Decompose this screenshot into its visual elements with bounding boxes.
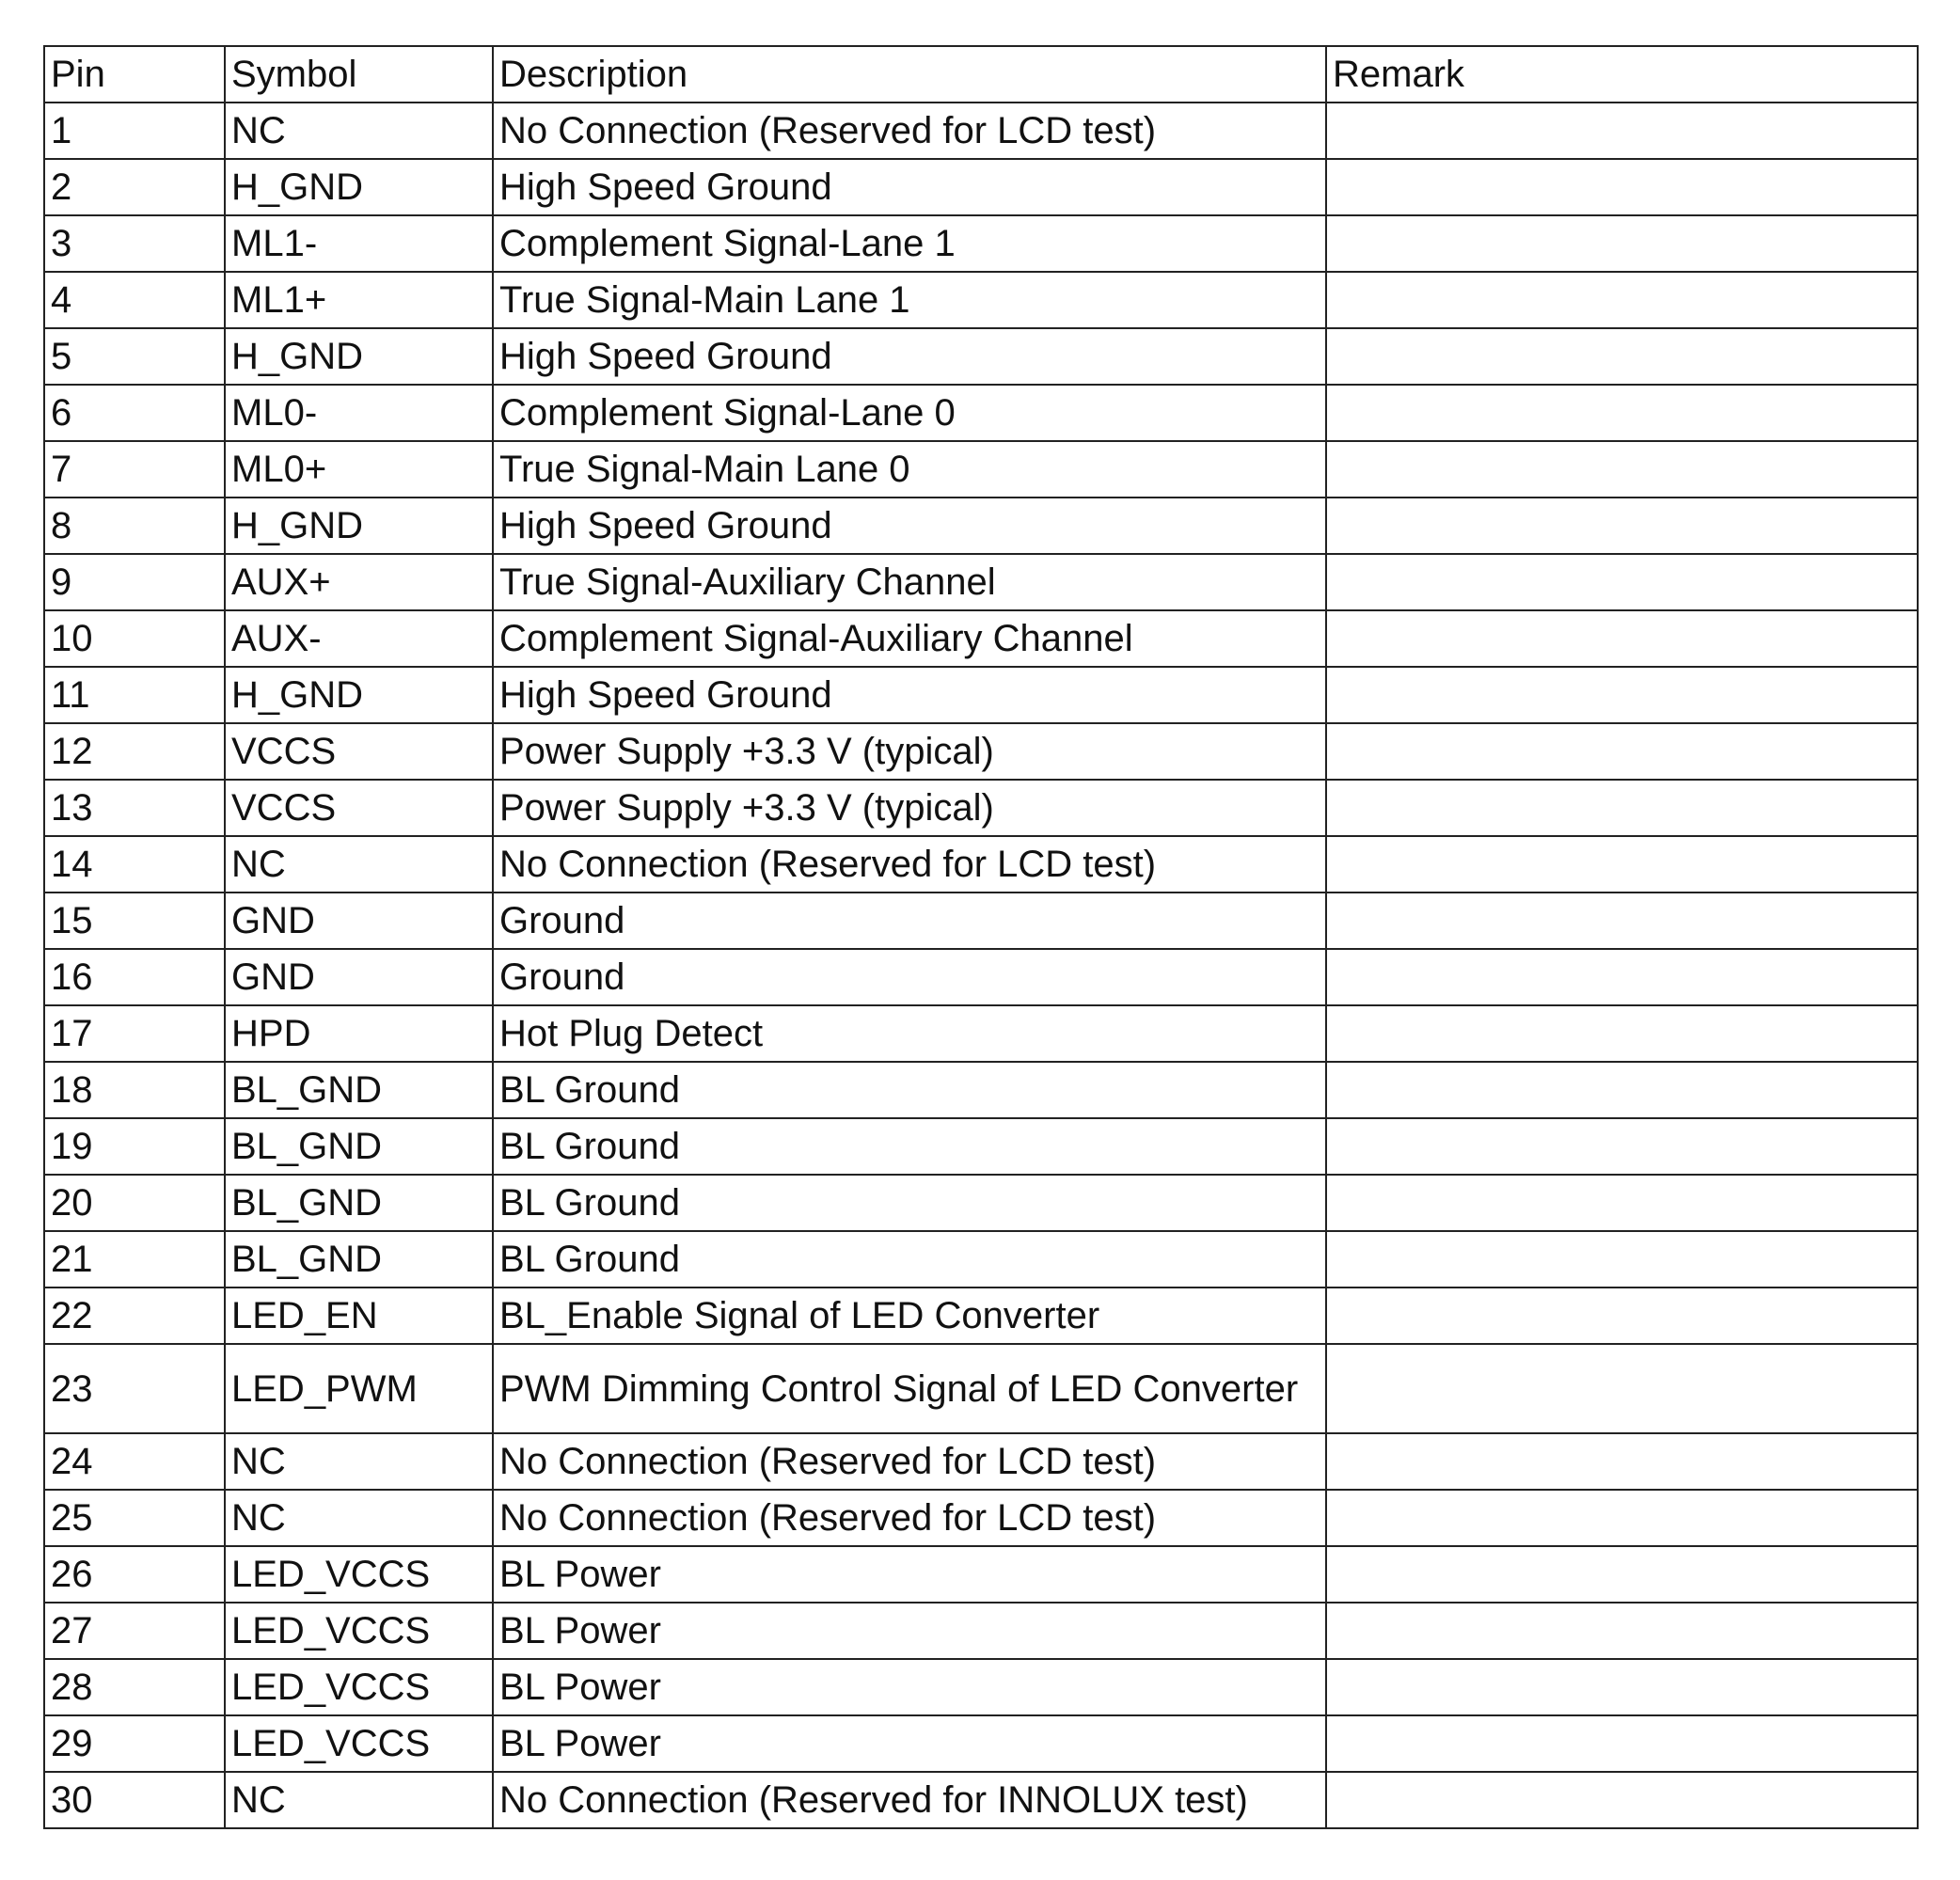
description-cell: BL Ground: [493, 1231, 1326, 1288]
description-cell: BL Ground: [493, 1062, 1326, 1118]
description-cell: BL Power: [493, 1603, 1326, 1659]
table-row: [44, 1546, 1918, 1603]
remark-cell: [1326, 1288, 1918, 1344]
pin-cell: 23: [44, 1344, 225, 1433]
symbol-cell: H_GND: [225, 159, 493, 215]
pin-cell: 21: [44, 1231, 225, 1288]
remark-cell: [1326, 1231, 1918, 1288]
pin-cell: 4: [44, 272, 225, 328]
remark-cell: [1326, 723, 1918, 780]
table-row: [44, 328, 1918, 385]
symbol-cell: GND: [225, 949, 493, 1005]
description-cell: Power Supply +3.3 V (typical): [493, 723, 1326, 780]
table-row: [44, 1659, 1918, 1715]
table-row: [44, 1062, 1918, 1118]
remark-cell: [1326, 1344, 1918, 1433]
header-description: Description: [493, 46, 1326, 103]
table-row: [44, 1433, 1918, 1490]
table-row: [44, 1490, 1918, 1546]
symbol-cell: BL_GND: [225, 1118, 493, 1175]
symbol-cell: LED_EN: [225, 1288, 493, 1344]
description-cell: High Speed Ground: [493, 498, 1326, 554]
remark-cell: [1326, 1772, 1918, 1828]
pin-cell: 28: [44, 1659, 225, 1715]
remark-cell: [1326, 836, 1918, 893]
symbol-cell: BL_GND: [225, 1231, 493, 1288]
table-row: [44, 385, 1918, 441]
pin-cell: 5: [44, 328, 225, 385]
pin-cell: 16: [44, 949, 225, 1005]
description-cell: Power Supply +3.3 V (typical): [493, 780, 1326, 836]
remark-cell: [1326, 893, 1918, 949]
remark-cell: [1326, 1433, 1918, 1490]
symbol-cell: AUX+: [225, 554, 493, 610]
pin-cell: 12: [44, 723, 225, 780]
symbol-cell: GND: [225, 893, 493, 949]
description-cell: High Speed Ground: [493, 667, 1326, 723]
pin-cell: 13: [44, 780, 225, 836]
remark-cell: [1326, 1715, 1918, 1772]
description-cell: BL Ground: [493, 1175, 1326, 1231]
symbol-cell: NC: [225, 1490, 493, 1546]
pin-cell: 17: [44, 1005, 225, 1062]
pin-cell: 15: [44, 893, 225, 949]
symbol-cell: NC: [225, 836, 493, 893]
symbol-cell: LED_VCCS: [225, 1603, 493, 1659]
pin-cell: 27: [44, 1603, 225, 1659]
description-cell: Ground: [493, 893, 1326, 949]
symbol-cell: H_GND: [225, 667, 493, 723]
pin-cell: 24: [44, 1433, 225, 1490]
description-cell: Ground: [493, 949, 1326, 1005]
table-row: [44, 1288, 1918, 1344]
table-row: [44, 949, 1918, 1005]
description-cell: BL Power: [493, 1715, 1326, 1772]
table-row: [44, 159, 1918, 215]
symbol-cell: ML0-: [225, 385, 493, 441]
remark-cell: [1326, 328, 1918, 385]
table-row: [44, 836, 1918, 893]
table-row: [44, 1005, 1918, 1062]
remark-cell: [1326, 610, 1918, 667]
remark-cell: [1326, 1118, 1918, 1175]
description-cell: BL Ground: [493, 1118, 1326, 1175]
header-remark: Remark: [1326, 46, 1918, 103]
pin-cell: 10: [44, 610, 225, 667]
remark-cell: [1326, 554, 1918, 610]
table-header-row: [44, 46, 1918, 103]
table-row: [44, 1231, 1918, 1288]
remark-cell: [1326, 385, 1918, 441]
symbol-cell: LED_VCCS: [225, 1715, 493, 1772]
description-cell: No Connection (Reserved for LCD test): [493, 1490, 1326, 1546]
symbol-cell: VCCS: [225, 723, 493, 780]
table-row: [44, 723, 1918, 780]
pin-cell: 18: [44, 1062, 225, 1118]
pin-cell: 22: [44, 1288, 225, 1344]
table-row: [44, 1603, 1918, 1659]
remark-cell: [1326, 498, 1918, 554]
remark-cell: [1326, 1062, 1918, 1118]
symbol-cell: H_GND: [225, 328, 493, 385]
pin-cell: 1: [44, 103, 225, 159]
table-row: [44, 103, 1918, 159]
pin-cell: 19: [44, 1118, 225, 1175]
description-cell: True Signal-Main Lane 1: [493, 272, 1326, 328]
description-cell: Complement Signal-Lane 1: [493, 215, 1326, 272]
remark-cell: [1326, 441, 1918, 498]
table-row: [44, 1715, 1918, 1772]
description-cell: True Signal-Main Lane 0: [493, 441, 1326, 498]
symbol-cell: NC: [225, 1433, 493, 1490]
table-row: [44, 780, 1918, 836]
pin-cell: 30: [44, 1772, 225, 1828]
table-row: [44, 272, 1918, 328]
description-cell: Complement Signal-Lane 0: [493, 385, 1326, 441]
description-cell: No Connection (Reserved for INNOLUX test): [493, 1772, 1326, 1828]
remark-cell: [1326, 949, 1918, 1005]
table-row: [44, 1772, 1918, 1828]
pin-cell: 3: [44, 215, 225, 272]
remark-cell: [1326, 1175, 1918, 1231]
pin-assignment-table: [43, 45, 1919, 1829]
pin-cell: 8: [44, 498, 225, 554]
pin-cell: 26: [44, 1546, 225, 1603]
remark-cell: [1326, 780, 1918, 836]
pin-cell: 9: [44, 554, 225, 610]
table-row: [44, 441, 1918, 498]
symbol-cell: AUX-: [225, 610, 493, 667]
description-cell: True Signal-Auxiliary Channel: [493, 554, 1326, 610]
remark-cell: [1326, 1005, 1918, 1062]
remark-cell: [1326, 272, 1918, 328]
table-body: [44, 103, 1918, 1828]
description-cell: Hot Plug Detect: [493, 1005, 1326, 1062]
description-cell: No Connection (Reserved for LCD test): [493, 836, 1326, 893]
symbol-cell: LED_VCCS: [225, 1659, 493, 1715]
pin-cell: 7: [44, 441, 225, 498]
symbol-cell: H_GND: [225, 498, 493, 554]
symbol-cell: LED_PWM: [225, 1344, 493, 1433]
symbol-cell: HPD: [225, 1005, 493, 1062]
table-row: [44, 1118, 1918, 1175]
symbol-cell: NC: [225, 1772, 493, 1828]
pin-cell: 25: [44, 1490, 225, 1546]
remark-cell: [1326, 1603, 1918, 1659]
description-cell: BL_Enable Signal of LED Converter: [493, 1288, 1326, 1344]
pin-cell: 14: [44, 836, 225, 893]
symbol-cell: ML1+: [225, 272, 493, 328]
description-cell: High Speed Ground: [493, 328, 1326, 385]
pin-cell: 11: [44, 667, 225, 723]
remark-cell: [1326, 1490, 1918, 1546]
header-pin: Pin: [44, 46, 225, 103]
description-cell: High Speed Ground: [493, 159, 1326, 215]
symbol-cell: ML1-: [225, 215, 493, 272]
symbol-cell: BL_GND: [225, 1175, 493, 1231]
pin-cell: 2: [44, 159, 225, 215]
description-cell: BL Power: [493, 1659, 1326, 1715]
description-cell: No Connection (Reserved for LCD test): [493, 1433, 1326, 1490]
table-row: [44, 498, 1918, 554]
symbol-cell: NC: [225, 103, 493, 159]
pin-cell: 6: [44, 385, 225, 441]
table-row: [44, 1344, 1918, 1433]
table-row: [44, 215, 1918, 272]
symbol-cell: LED_VCCS: [225, 1546, 493, 1603]
description-cell: No Connection (Reserved for LCD test): [493, 103, 1326, 159]
remark-cell: [1326, 103, 1918, 159]
table-row: [44, 610, 1918, 667]
description-cell: BL Power: [493, 1546, 1326, 1603]
table-row: [44, 893, 1918, 949]
remark-cell: [1326, 1659, 1918, 1715]
description-cell: Complement Signal-Auxiliary Channel: [493, 610, 1326, 667]
remark-cell: [1326, 667, 1918, 723]
remark-cell: [1326, 215, 1918, 272]
pin-cell: 20: [44, 1175, 225, 1231]
table-row: [44, 554, 1918, 610]
symbol-cell: VCCS: [225, 780, 493, 836]
symbol-cell: BL_GND: [225, 1062, 493, 1118]
table-row: [44, 667, 1918, 723]
remark-cell: [1326, 1546, 1918, 1603]
header-symbol: Symbol: [225, 46, 493, 103]
description-cell: PWM Dimming Control Signal of LED Converter: [493, 1344, 1326, 1433]
table-row: [44, 1175, 1918, 1231]
remark-cell: [1326, 159, 1918, 215]
pin-cell: 29: [44, 1715, 225, 1772]
symbol-cell: ML0+: [225, 441, 493, 498]
